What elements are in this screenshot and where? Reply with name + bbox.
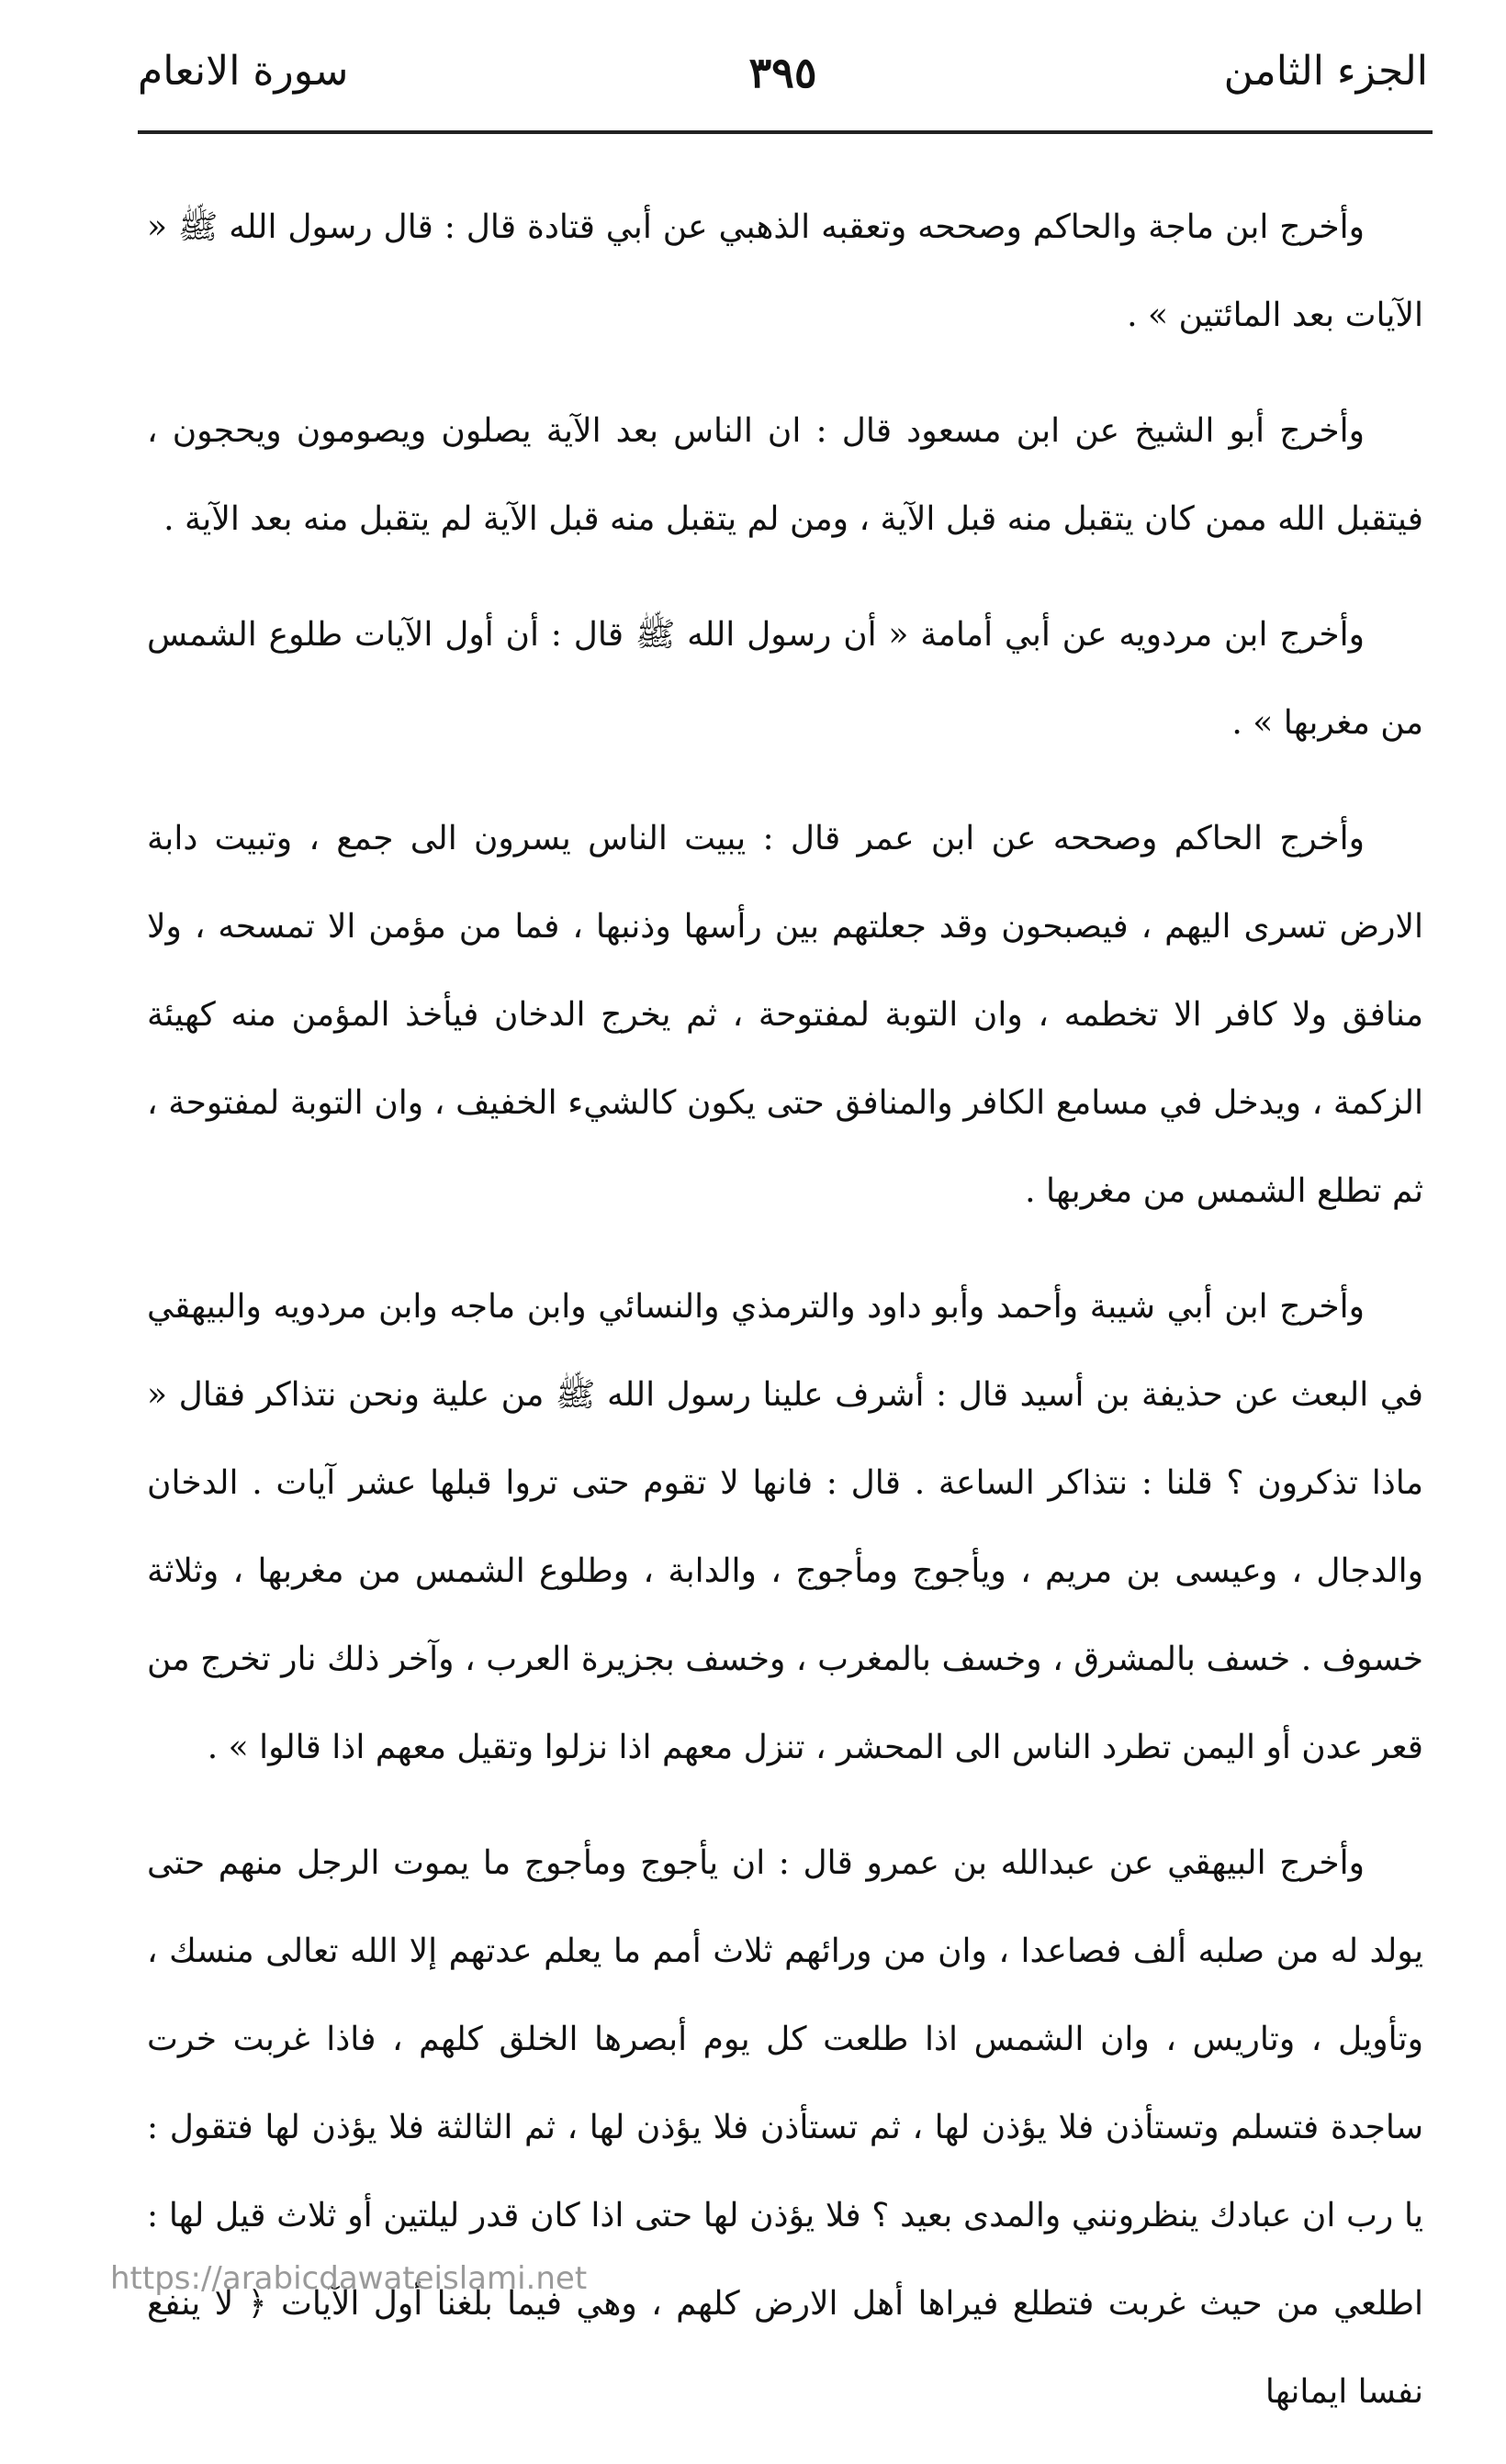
paragraph: وأخرج ابن أبي شيبة وأحمد وأبو داود والترمذي والنسائي وابن ماجه وابن مردويه والبيهقي في البعث عن حذيفة بن أسيد قال : أشرف علينا رسول الله ﷺ من علية ونحن نتذاكر فقال « ماذا تذكرون ؟ قلنا : نتذاكر الساعة . قال : فانها لا تقوم حتى تروا قبلها عشر آيات . الدخان والدجال ، وعيسى بن مريم ، ويأجوج ومأجوج ، والدابة ، وطلوع الشمس من مغربها ، وثلاثة خسوف . خسف بالمشرق ، وخسف بالمغرب ، وخسف بجزيرة العرب ، وآخر ذلك نار تخرج من قعر عدن أو اليمن تطرد الناس الى المحشر ، تنزل معهم اذا نزلوا وتقيل معهم اذا قالوا » .: [147, 1288, 1423, 1766]
paragraph: وأخرج الحاكم وصححه عن ابن عمر قال : يبيت الناس يسرون الى جمع ، وتبيت دابة الارض تسرى اليهم ، فيصبحون وقد جعلتهم بين رأسها وذنبها ، فما من مؤمن الا تمسحه ، ولا منافق ولا كافر الا تخطمه ، وان التوبة لمفتوحة ، ثم يخرج الدخان فيأخذ المؤمن منه كهيئة الزكمة ، ويدخل في مسامع الكافر والمنافق حتى يكون كالشيء الخفيف ، وان التوبة لمفتوحة ، ثم تطلع الشمس من مغربها .: [147, 820, 1423, 1210]
paragraph: وأخرج ابن ماجة والحاكم وصححه وتعقبه الذهبي عن أبي قتادة قال : قال رسول الله ﷺ « الآيات بعد المائتين » .: [147, 208, 1423, 334]
part-label: الجزء الثامن: [1223, 48, 1428, 95]
header-divider: [138, 130, 1433, 134]
page-number: ٣٩٥: [748, 48, 817, 97]
paragraph: وأخرج أبو الشيخ عن ابن مسعود قال : ان الناس بعد الآية يصلون ويصومون ويحجون ، فيتقبل الله ممن كان يتقبل منه قبل الآية ، ومن لم يتقبل منه قبل الآية لم يتقبل منه بعد الآية .: [147, 412, 1423, 538]
page-body: [147, 184, 1423, 2464]
surah-label: سورة الانعام: [138, 48, 349, 95]
paragraph: وأخرج البيهقي عن عبدالله بن عمرو قال : ان يأجوج ومأجوج ما يموت الرجل منهم حتى يولد له من صلبه ألف فصاعدا ، وان من ورائهم ثلاث أمم ما يعلم عدتهم إلا الله تعالى منسك ، وتأويل ، وتاريس ، وان الشمس اذا طلعت كل يوم أبصرها الخلق كلهم ، فاذا غربت خرت ساجدة فتسلم وتستأذن فلا يؤذن لها ، ثم تستأذن فلا يؤذن لها ، ثم الثالثة فلا يؤذن لها فتقول : يا رب ان عبادك ينظرونني والمدى بعيد ؟ فلا يؤذن لها حتى اذا كان قدر ليلتين أو ثلاث قيل لها : اطلعي من حيث غربت فتطلع فيراها أهل الارض كلهم ، وهي فيما بلغنا أول الآيات ﴿ لا ينفع نفسا ايمانها: [147, 1844, 1423, 2411]
paragraph: وأخرج ابن مردويه عن أبي أمامة « أن رسول الله ﷺ قال : أن أول الآيات طلوع الشمس من مغربها » .: [147, 616, 1423, 742]
watermark-url: https://arabicdawateislami.net: [110, 2260, 588, 2297]
page-header: [138, 39, 1428, 105]
